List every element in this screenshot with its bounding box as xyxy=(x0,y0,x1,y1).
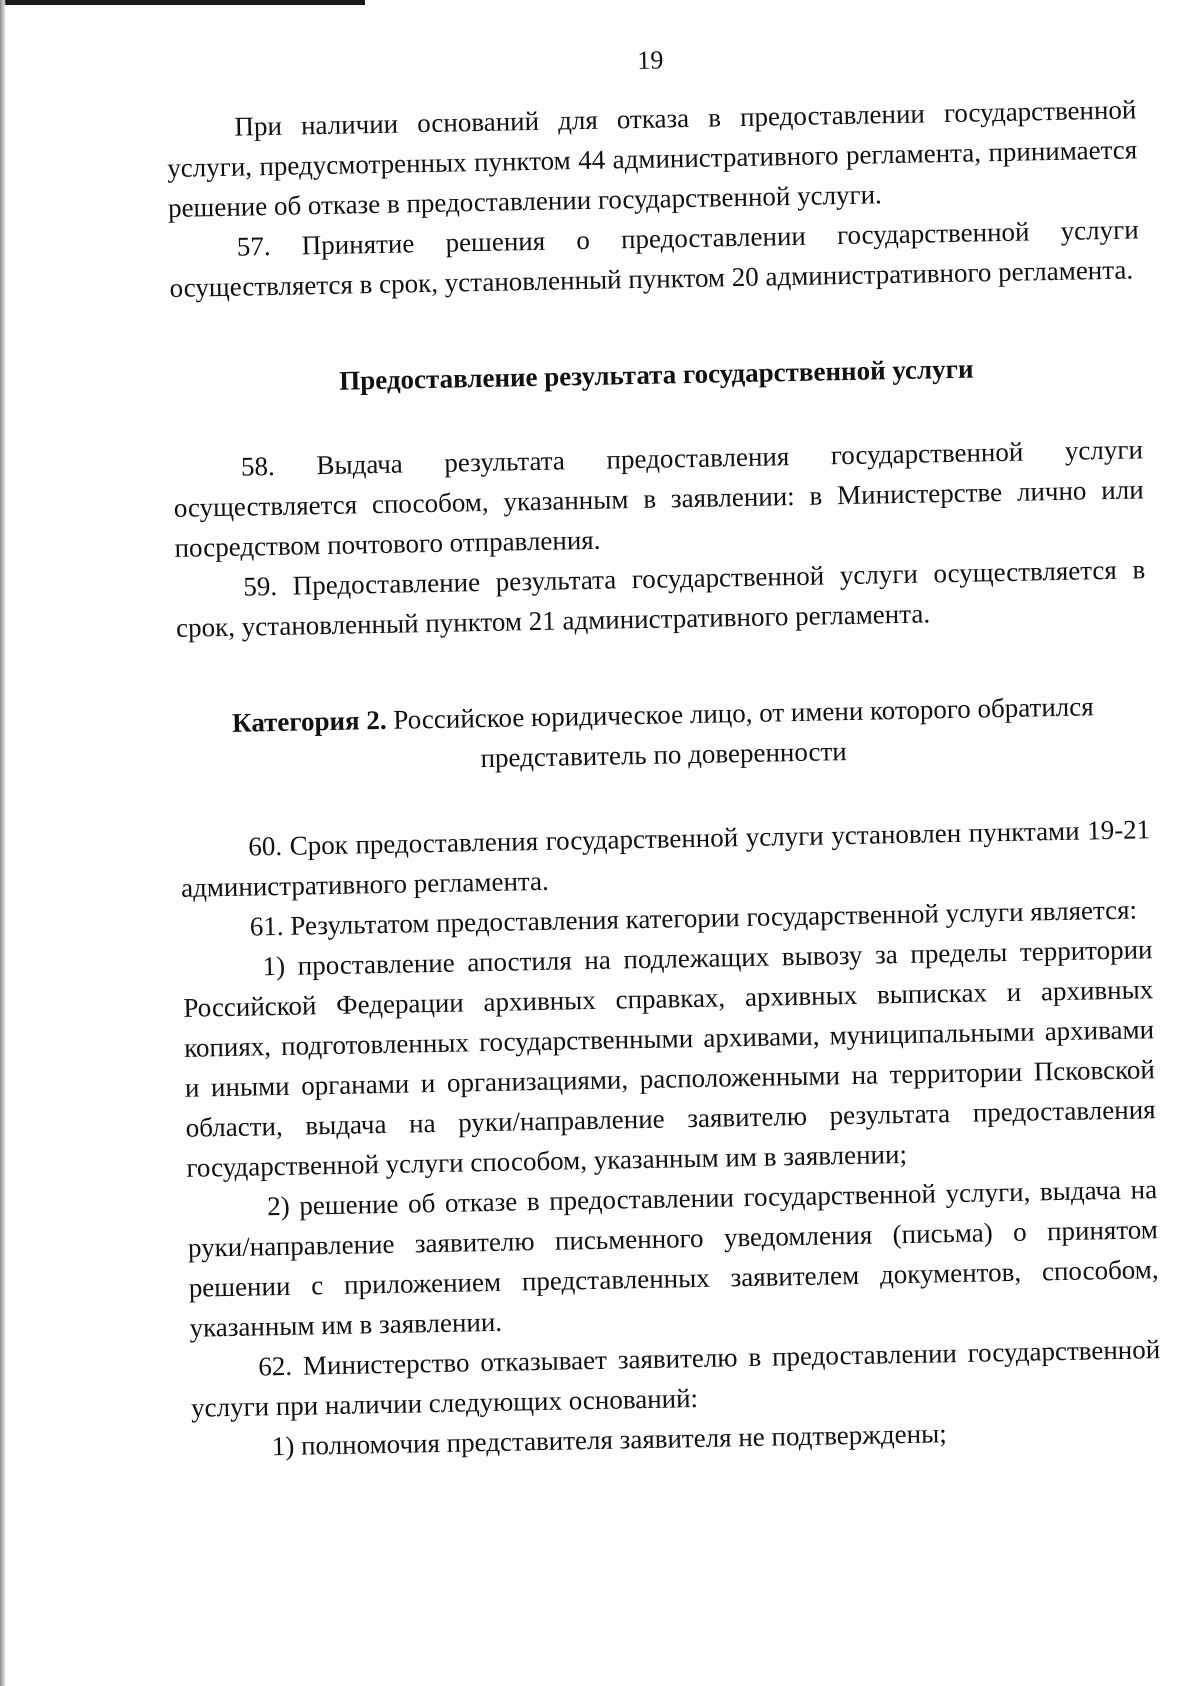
list-item-61-2: 2) решение об отказе в предоставлении государственной услуги, выдача на руки/направление заявителю письменного уведомления (письма) о принятом решении с приложением представленных заявителем документов, способом, указанным им в заявлении. xyxy=(187,1174,1159,1343)
paragraph-62: 62. Министерство отказывает заявителю в предоставлении государственной услуги при наличии следующих оснований: xyxy=(190,1334,1161,1423)
paragraph-59: 59. Предоставление результата государственной услуги осуществляется в срок, установленный пунктом 21 административного регламента. xyxy=(175,554,1146,643)
paragraph-57: 57. Принятие решения о предоставлении государственной услуги осуществляется в срок, установленный пунктом 20 административного регламента. xyxy=(169,214,1139,303)
page-content xyxy=(165,31,1162,1467)
scan-top-rule xyxy=(0,0,365,5)
section-heading: Предоставление результата государственной услуги xyxy=(338,353,974,396)
category-text: Российское юридическое лицо, от имени которого обратился представитель по доверенности xyxy=(393,691,1094,774)
list-item-61-1: 1) проставление апостиля на подлежащих вывозу за пределы территории Российской Федерации архивных справках, архивных выписках и архивных копиях, подготовленных государственными архивами, муниципальными архивами и иными органами и организациями, расположенными на территории Псковской области, выдача на руки/направление заявителю результата предоставления государственной услуги способом, указанным им в заявлении; xyxy=(183,934,1156,1183)
category-label: Категория 2. xyxy=(231,704,387,738)
list-item-62-1: 1) полномочия представителя заявителя не подтверждены; xyxy=(271,1418,947,1462)
page-number: 19 xyxy=(637,45,664,75)
category-heading xyxy=(178,685,1149,784)
scan-left-edge xyxy=(0,0,6,1686)
paragraph-intro: При наличии оснований для отказа в предоставлении государственной услуги, предусмотренных пунктом 44 административного регламента, принимается решение об отказе в предоставлении государственной услуги. xyxy=(166,94,1138,223)
paragraph-61: 61. Результатом предоставления категории государственной услуги является: xyxy=(249,894,1138,942)
paragraph-58: 58. Выдача результата предоставления государственной услуги осуществляется способом, указанным в заявлении: в Министерстве лично или посредством почтового отправления. xyxy=(173,434,1144,563)
paragraph-60: 60. Срок предоставления государственной услуги установлен пунктами 19-21 административного регламента. xyxy=(180,814,1151,903)
